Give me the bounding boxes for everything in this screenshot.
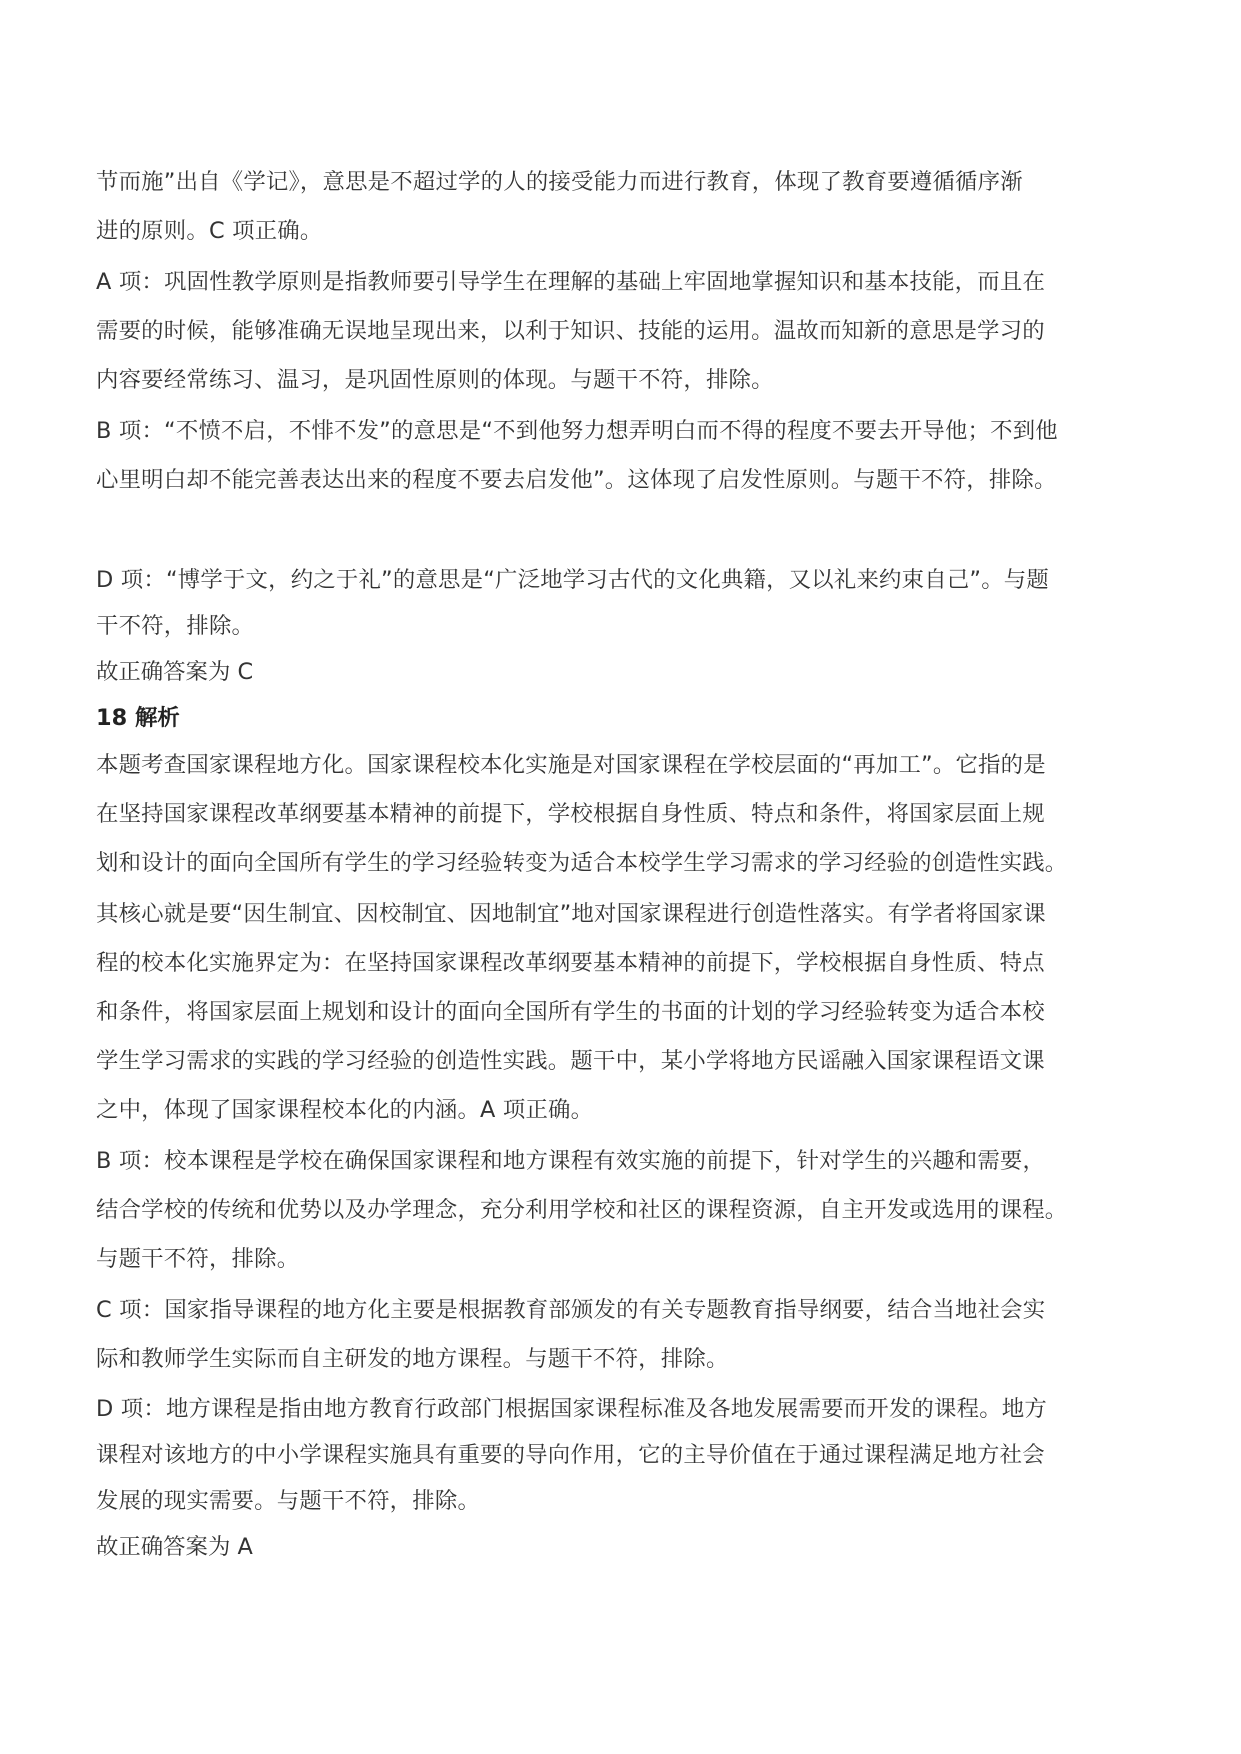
text-line: B 项：“不愤不启，不悱不发”的意思是“不到他努力想弄明白而不得的程度不要去开导他；不到他	[96, 418, 1058, 444]
text-line: 其核心就是要“因生制宜、因校制宜、因地制宜”地对国家课程进行创造性落实。有学者将国家课	[96, 901, 1046, 927]
section18-option-d	[96, 1386, 1166, 1524]
text-line: 学生学习需求的实践的学习经验的创造性实践。题干中，某小学将地方民谣融入国家课程语文课	[96, 1048, 1045, 1074]
text-line: 内容要经常练习、温习，是巩固性原则的体现。与题干不符，排除。	[96, 367, 774, 393]
text-line: A 项：巩固性教学原则是指教师要引导学生在理解的基础上牢固地掌握知识和基本技能，而且在	[96, 269, 1046, 295]
section17-option-d	[96, 557, 1166, 649]
text-line: 之中，体现了国家课程校本化的内涵。A 项正确。	[96, 1097, 594, 1123]
text-line: D 项：地方课程是指由地方教育行政部门根据国家课程标准及各地发展需要而开发的课程。地方	[96, 1396, 1047, 1422]
document-page	[96, 158, 1166, 1570]
section18-answer: 故正确答案为 A	[96, 1534, 253, 1560]
section18-intro	[96, 741, 1166, 888]
section18-option-b	[96, 1137, 1166, 1284]
text-line: 进的原则。C 项正确。	[96, 218, 323, 244]
text-line: 划和设计的面向全国所有学生的学习经验转变为适合本校学生学习需求的学习经验的创造性实践。	[96, 850, 1068, 876]
section17-option-a	[96, 258, 1166, 405]
section17-option-b	[96, 407, 1166, 505]
text-line: 本题考查国家课程地方化。国家课程校本化实施是对国家课程在学校层面的“再加工”。它指的是	[96, 752, 1046, 778]
section17-answer: 故正确答案为 C	[96, 659, 254, 685]
text-line: 心里明白却不能完善表达出来的程度不要去启发他”。这体现了启发性原则。与题干不符，排除。	[96, 467, 1057, 493]
section18-core	[96, 890, 1166, 1135]
section17-intro	[96, 158, 1166, 256]
text-line: 节而施”出自《学记》，意思是不超过学的人的接受能力而进行教育，体现了教育要遵循循序渐	[96, 169, 1023, 195]
text-line: 结合学校的传统和优势以及办学理念，充分利用学校和社区的课程资源，自主开发或选用的课程。	[96, 1197, 1068, 1223]
text-line: 程的校本化实施界定为：在坚持国家课程改革纲要基本精神的前提下，学校根据自身性质、特点	[96, 950, 1045, 976]
text-line: 干不符，排除。	[96, 613, 255, 639]
text-line: 发展的现实需要。与题干不符，排除。	[96, 1488, 481, 1514]
text-line: 和条件，将国家层面上规划和设计的面向全国所有学生的书面的计划的学习经验转变为适合本校	[96, 999, 1045, 1025]
text-line: C 项：国家指导课程的地方化主要是根据教育部颁发的有关专题教育指导纲要，结合当地社会实	[96, 1297, 1046, 1323]
text-line: 课程对该地方的中小学课程实施具有重要的导向作用，它的主导价值在于通过课程满足地方社会	[96, 1442, 1045, 1468]
text-line: 需要的时候，能够准确无误地呈现出来，以利于知识、技能的运用。温故而知新的意思是学习的	[96, 318, 1045, 344]
section18-option-c	[96, 1286, 1166, 1384]
text-line: 与题干不符，排除。	[96, 1246, 300, 1272]
section18-heading: 18 解析	[96, 705, 180, 731]
text-line: D 项：“博学于文，约之于礼”的意思是“广泛地学习古代的文化典籍，又以礼来约束自己”。与题	[96, 567, 1049, 593]
text-line: B 项：校本课程是学校在确保国家课程和地方课程有效实施的前提下，针对学生的兴趣和需要，	[96, 1148, 1046, 1174]
text-line: 在坚持国家课程改革纲要基本精神的前提下，学校根据自身性质、特点和条件，将国家层面上规	[96, 801, 1045, 827]
text-line: 际和教师学生实际而自主研发的地方课程。与题干不符，排除。	[96, 1346, 729, 1372]
